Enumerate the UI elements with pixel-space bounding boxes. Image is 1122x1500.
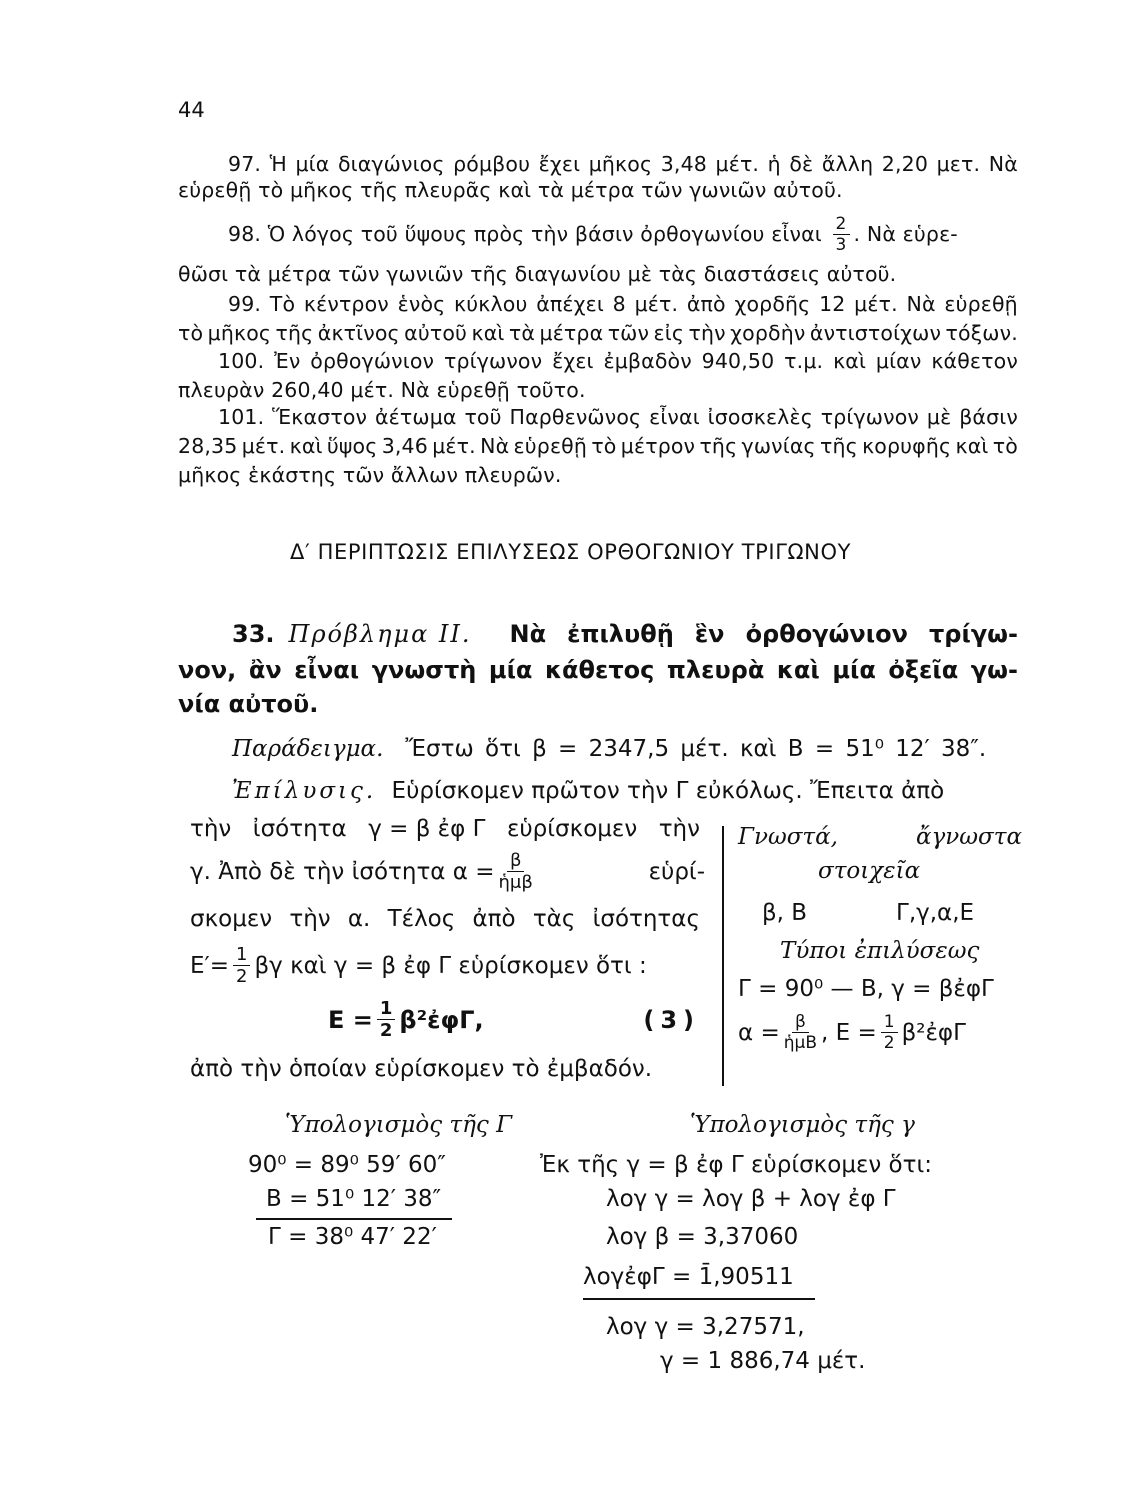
word: τὸ	[992, 434, 1018, 458]
word: εἰς	[653, 321, 685, 345]
word: ἰσοσκελὲς	[707, 405, 813, 429]
word: καὶ	[471, 321, 505, 345]
example-label: Παράδειγμα.	[232, 736, 384, 762]
problem-33-line-1	[232, 620, 1018, 648]
fraction-one-half	[881, 1014, 898, 1052]
exercise-98-line-2: θῶσι τὰ μέτρα τῶν γωνιῶν τῆς διαγωνίου μὲ τὰς διαστάσεις αὐτοῦ.	[178, 262, 897, 286]
calc-right-row-3: λογ β = 3,37060	[606, 1224, 799, 1250]
problem-33-line-3: νία αὐτοῦ.	[178, 690, 319, 718]
fraction-one-half	[377, 1000, 396, 1040]
word: μία	[832, 656, 876, 684]
exercise-99-line-2	[178, 321, 1018, 345]
word: τὰ	[508, 321, 536, 345]
word: καὶ	[833, 349, 867, 373]
section-heading: Δ′ ΠΕΡΙΠΤΩΣΙΣ ΕΠΙΛΥΣΕΩΣ ΟΡΘΟΓΩΝΙΟΥ ΤΡΙΓΩΝΟΥ	[290, 540, 852, 564]
box-unknown-values: Γ,γ,α,Ε	[896, 900, 975, 926]
solution-line-1	[232, 778, 944, 804]
word: τόξων.	[945, 321, 1018, 345]
formula-start: Ε =	[328, 1006, 373, 1034]
formula-end: β²ἐφΓ,	[399, 1006, 484, 1034]
word: γωνίας	[741, 434, 816, 458]
fraction-denominator: 2	[379, 1020, 393, 1041]
fraction-one-half	[233, 946, 250, 986]
fraction-numerator: 2	[833, 216, 850, 235]
problem-number: 33.	[232, 620, 275, 648]
word: Ἡ	[269, 152, 287, 176]
exercise-98-end: . Νὰ εὑρε-	[853, 222, 958, 246]
exercise-97-line-1	[228, 152, 1018, 176]
word: 100.	[218, 349, 265, 373]
word: σκομεν	[190, 906, 273, 932]
formula-3	[328, 1000, 700, 1040]
box-formula-2	[738, 1014, 966, 1052]
word: τὸ	[591, 434, 617, 458]
solution-text-5-end: βγ καὶ γ = β ἐφ Γ εὑρίσκομεν ὅτι :	[254, 953, 647, 979]
vertical-divider	[722, 826, 724, 1086]
word: Τέλος	[387, 906, 456, 932]
word: χορδῆς	[734, 292, 811, 316]
word: εὑρίσκομεν	[506, 816, 638, 842]
word: 940,50	[701, 349, 775, 373]
word: μῆκος	[588, 152, 653, 176]
word: Νὰ	[480, 434, 510, 458]
word: μίαν	[875, 349, 922, 373]
exercise-101-line-2	[178, 434, 1018, 458]
fraction-beta-over-sinB	[784, 1014, 817, 1052]
fraction-denominator: 3	[835, 235, 847, 255]
word: ἑνὸς	[397, 292, 446, 316]
word: μέτ.	[634, 292, 679, 316]
problem-statement-1	[510, 620, 1019, 648]
fraction-denominator: 2	[883, 1033, 895, 1053]
word: ἰσότητα	[252, 816, 347, 842]
word: 12	[819, 292, 846, 316]
box-unknown-label: ἄγνωστα	[916, 824, 1022, 850]
word: 28,35	[178, 434, 238, 458]
word: ἓν	[694, 620, 725, 648]
word: ἐπιλυθῇ	[567, 620, 674, 648]
exercise-100-line-2: πλευρὰν 260,40 μέτ. Νὰ εὑρεθῇ τοῦτο.	[178, 378, 586, 402]
word: ὀρθογώνιον	[745, 620, 908, 648]
word: 2,20	[881, 152, 929, 176]
word: 97.	[228, 152, 262, 176]
word: κύκλου	[454, 292, 528, 316]
calc-right-row-4: λογἐφΓ = 1̄,90511	[583, 1264, 794, 1290]
word: μῆκος	[207, 321, 272, 345]
word: Νὰ	[509, 620, 547, 648]
word: μέτρα	[539, 321, 604, 345]
word: ὕψος	[326, 434, 378, 458]
solution-line-5	[190, 946, 647, 986]
word: κέντρον	[303, 292, 389, 316]
word: ἄλλη	[821, 152, 874, 176]
word: τὰς	[532, 906, 576, 932]
word: γ = β ἐφ Γ	[368, 816, 486, 842]
exercise-101-line-3: μῆκος ἑκάστης τῶν ἄλλων πλευρῶν.	[178, 463, 562, 487]
word: μέτ.	[854, 292, 898, 316]
word: τὴν	[289, 906, 331, 932]
word: μὲ	[926, 405, 952, 429]
fraction-numerator: β	[507, 852, 525, 872]
word: Τὸ	[269, 292, 296, 316]
fraction-numerator: β	[792, 1014, 809, 1033]
box-formulas-title: Τύποι ἐπιλύσεως	[780, 938, 980, 964]
word: τρίγωνον	[443, 349, 543, 373]
word: δὲ	[789, 152, 814, 176]
word: μέτρον	[620, 434, 696, 458]
word: ρόμβου	[453, 152, 531, 176]
solution-line-4	[190, 906, 700, 932]
page-number: 44	[178, 98, 205, 122]
word: τὴν	[658, 816, 700, 842]
calc-right-rule	[583, 1298, 815, 1300]
word: βάσιν	[959, 405, 1018, 429]
word: Νὰ	[988, 152, 1018, 176]
example-line	[232, 736, 1018, 762]
word: μέτ.	[241, 434, 286, 458]
word: μετ.	[936, 152, 981, 176]
word: ἔχει	[538, 152, 581, 176]
word: τῆς	[699, 434, 738, 458]
solution-text-3: γ. Ἀπὸ δὲ τὴν ἰσότητα α =	[190, 859, 495, 885]
fraction-numerator: 1	[233, 946, 250, 966]
word: 3,46	[381, 434, 428, 458]
word: εἶναι	[649, 405, 700, 429]
problem-label: Πρόβλημα II.	[288, 620, 472, 648]
word: τὸ	[178, 321, 204, 345]
calc-right-row-5: λογ γ = 3,27571,	[606, 1314, 805, 1340]
word: κάθετος	[544, 656, 655, 684]
word: ὀρθογώνιον	[310, 349, 435, 373]
word: ἐμβαδὸν	[603, 349, 692, 373]
solution-text-5: Ε′=	[190, 953, 230, 979]
word: τὴν	[688, 321, 726, 345]
problem-33-line-2	[178, 656, 1018, 684]
fraction-numerator: 1	[377, 1000, 396, 1020]
word: διαγώνιος	[337, 152, 445, 176]
word: ἀπὸ	[472, 906, 516, 932]
calc-right-row-1: Ἐκ τῆς γ = β ἐφ Γ εὑρίσκομεν ὅτι:	[540, 1152, 932, 1178]
calc-right-title: Ὑπολογισμὸς τῆς γ	[690, 1112, 915, 1138]
word: ἀκτῖνος	[317, 321, 400, 345]
word: μέτ.	[715, 152, 760, 176]
word: εὑρεθῇ	[944, 292, 1018, 316]
word: τῶν	[607, 321, 650, 345]
solution-label: Ἐπίλυσις.	[232, 778, 377, 804]
word: α.	[347, 906, 371, 932]
box-known-values: β, Β	[762, 900, 808, 926]
word: ἀντιστοίχων	[809, 321, 942, 345]
calc-right-row-6	[660, 1348, 865, 1374]
word: ἀπὸ	[686, 292, 726, 316]
word: ἀέτωμα	[375, 405, 457, 429]
calc-right-row-2: λογ γ = λογ β + λογ ἐφ Γ	[606, 1186, 896, 1212]
word: τρίγω-	[928, 620, 1018, 648]
word: 101.	[218, 405, 265, 429]
exercise-99-line-1	[228, 292, 1018, 316]
exercise-100-line-1	[218, 349, 1018, 373]
box-known-label: Γνωστά,	[738, 824, 838, 850]
calc-left-title: Ὑπολογισμὸς τῆς Γ	[285, 1112, 513, 1138]
fraction-numerator: 1	[881, 1014, 898, 1033]
word: γω-	[970, 656, 1018, 684]
word: κάθετον	[931, 349, 1018, 373]
word: τῆς	[819, 434, 858, 458]
word: τὴν	[190, 816, 232, 842]
calc-left-row-2: Β = 51⁰ 12′ 38″	[266, 1186, 442, 1212]
word: 8	[612, 292, 626, 316]
word: 99.	[228, 292, 262, 316]
word: ὀξεῖα	[888, 656, 959, 684]
box-formula-1: Γ = 90⁰ — Β, γ = βἐφΓ	[738, 976, 994, 1002]
word: καὶ	[289, 434, 323, 458]
word: γνωστὴ	[371, 656, 477, 684]
word: ἡ	[767, 152, 781, 176]
solution-text-1: Εὑρίσκομεν πρῶτον τὴν Γ εὐκόλως. Ἔπειτα ἀπὸ	[391, 778, 945, 804]
word: Νὰ	[906, 292, 936, 316]
calc-left-row-3: Γ = 38⁰ 47′ 22′	[268, 1224, 437, 1250]
word: τοῦ	[464, 405, 502, 429]
solution-line-3	[190, 852, 705, 892]
solution-text-3-end: εὑρί-	[648, 859, 705, 885]
word: ἀπέχει	[536, 292, 604, 316]
example-text: Ἔστω ὅτι β = 2347,5 μέτ. καὶ Β = 51⁰ 12′ 38″.	[405, 736, 987, 762]
word: πλευρὰ	[666, 656, 765, 684]
word: αὐτοῦ	[404, 321, 468, 345]
exercise-98-line-1	[228, 216, 958, 254]
word: Ἕκαστον	[272, 405, 368, 429]
fraction-denominator: ἡμβ	[498, 872, 533, 893]
formula-tag: (3)	[643, 1006, 700, 1034]
fraction-denominator: 2	[236, 966, 248, 987]
box-elements-label: στοιχεῖα	[818, 858, 921, 884]
solution-line-2	[190, 816, 700, 842]
exercise-97-line-2: εὑρεθῇ τὸ μῆκος τῆς πλευρᾶς καὶ τὰ μέτρα τῶν γωνιῶν αὐτοῦ.	[178, 178, 843, 202]
exercise-98-text: 98. Ὁ λόγος τοῦ ὕψους πρὸς τὴν βάσιν ὀρθογωνίου εἶναι	[228, 222, 822, 246]
word: νον,	[178, 656, 237, 684]
word: κορυφῆς	[862, 434, 952, 458]
word: μία	[488, 656, 533, 684]
word: τῆς	[275, 321, 314, 345]
exercise-101-line-1	[218, 405, 1018, 429]
formula-2-start: α =	[738, 1020, 780, 1046]
formula-2-mid: , Ε =	[821, 1020, 877, 1046]
word: Ἐν	[274, 349, 301, 373]
word: τρίγωνον	[820, 405, 920, 429]
word: καὶ	[776, 656, 820, 684]
fraction-beta-over-sin	[499, 852, 533, 892]
word: καὶ	[955, 434, 989, 458]
word: εὑρεθῇ	[513, 434, 588, 458]
result-gamma: γ = 1 886,74 μέτ.	[660, 1348, 866, 1374]
word: ἰσότητας	[592, 906, 700, 932]
word: μέτ.	[432, 434, 476, 458]
solution-area-line: ἀπὸ τὴν ὁποίαν εὑρίσκομεν τὸ ἐμβαδόν.	[190, 1056, 653, 1082]
word: Παρθενῶνος	[509, 405, 642, 429]
word: χορδὴν	[730, 321, 806, 345]
word: 3,48	[660, 152, 707, 176]
calc-left-rule	[256, 1218, 452, 1220]
word: ἂν	[248, 656, 282, 684]
word: τ.μ.	[784, 349, 824, 373]
word: μία	[295, 152, 330, 176]
fraction-denominator: ἡμΒ	[783, 1033, 818, 1053]
formula-2-end: β²ἐφΓ	[901, 1020, 966, 1046]
word: ἔχει	[552, 349, 594, 373]
word: εἶναι	[294, 656, 360, 684]
calc-left-row-1: 90⁰ = 89⁰ 59′ 60″	[248, 1152, 446, 1178]
fraction-two-thirds	[833, 216, 850, 254]
